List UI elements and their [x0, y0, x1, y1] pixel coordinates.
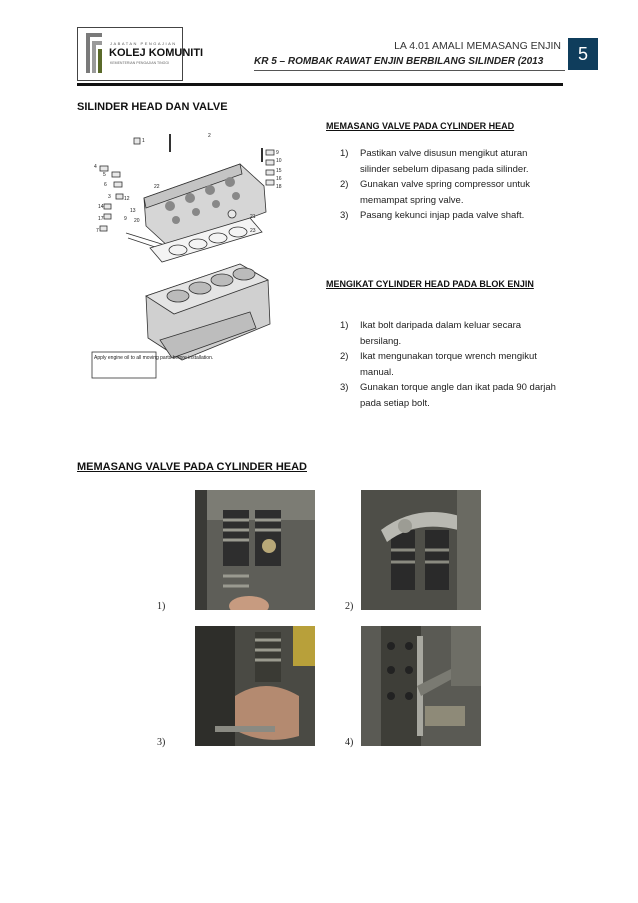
photo-step-3	[195, 626, 315, 746]
svg-text:7: 7	[96, 228, 99, 234]
install-step: 2) Gunakan valve spring compressor untuk memampat spring valve.	[340, 179, 531, 206]
logo-name: KOLEJ KOMUNITI	[109, 47, 204, 59]
section-title-install-valve: MEMASANG VALVE PADA CYLINDER HEAD	[77, 461, 307, 473]
header-rule	[77, 83, 563, 86]
svg-text:10: 10	[276, 158, 282, 164]
svg-text:17: 17	[98, 216, 104, 222]
logo-mark-icon	[86, 33, 102, 73]
cylinder-head-exploded-icon	[90, 128, 290, 384]
svg-text:16: 16	[276, 176, 282, 182]
logo-sub-text: KEMENTERIAN PENGAJIAN TINGGI	[110, 61, 170, 65]
svg-text:1: 1	[142, 138, 145, 144]
header-divider	[254, 70, 565, 71]
section-title-cylinder-head: SILINDER HEAD DAN VALVE	[77, 101, 228, 113]
college-logo	[77, 27, 204, 81]
photo-label-4: 4)	[345, 737, 354, 748]
svg-text:21: 21	[250, 214, 256, 220]
diagram-note: Apply engine oil to all moving parts before installation.	[94, 355, 214, 361]
svg-text:23: 23	[250, 228, 256, 234]
photo-label-2: 2)	[345, 601, 354, 612]
svg-text:3: 3	[108, 194, 111, 200]
photo-label-1: 1)	[157, 601, 166, 612]
svg-text:9: 9	[124, 216, 127, 222]
svg-text:9: 9	[276, 150, 279, 156]
svg-text:2: 2	[208, 133, 211, 139]
svg-text:18: 18	[276, 184, 282, 190]
svg-text:13: 13	[130, 208, 136, 214]
svg-text:22: 22	[154, 184, 160, 190]
photo-step-2	[361, 490, 481, 610]
exploded-view-diagram	[90, 128, 290, 384]
tighten-steps-list	[340, 318, 560, 411]
logo-small-text: JABATAN PENGAJIAN	[110, 41, 177, 46]
photo-step-4	[361, 626, 481, 746]
svg-text:6: 6	[104, 182, 107, 188]
install-step: 3) Pasang kekunci injap pada valve shaft.	[340, 210, 525, 221]
svg-text:14: 14	[98, 204, 104, 210]
tighten-head-title: MENGIKAT CYLINDER HEAD PADA BLOK ENJIN	[326, 279, 534, 289]
tighten-step: 3) Gunakan torque angle dan ikat pada 90 darjah pada setiap bolt.	[340, 382, 556, 409]
photo-step-1	[195, 490, 315, 610]
svg-text:12: 12	[124, 196, 130, 202]
install-steps-list	[340, 146, 550, 224]
page-number: 5	[568, 38, 598, 70]
install-step: 1) Pastikan valve disusun mengikut aturan silinder sebelum dipasang pada silinder.	[340, 148, 529, 175]
install-valve-title: MEMASANG VALVE PADA CYLINDER HEAD	[326, 121, 515, 131]
header-subtitle: KR 5 – ROMBAK RAWAT ENJIN BERBILANG SILINDER (2013	[254, 56, 544, 67]
photo-label-3: 3)	[157, 737, 166, 748]
tighten-step: 1) Ikat bolt daripada dalam keluar secara bersilang.	[340, 320, 522, 347]
svg-text:5: 5	[103, 172, 106, 178]
header-title: LA 4.01 AMALI MEMASANG ENJIN	[394, 40, 561, 52]
svg-text:15: 15	[276, 168, 282, 174]
tighten-step: 2) Ikat mengunakan torque wrench mengikut manual.	[340, 351, 537, 378]
svg-text:20: 20	[134, 218, 140, 224]
svg-text:4: 4	[94, 164, 97, 170]
